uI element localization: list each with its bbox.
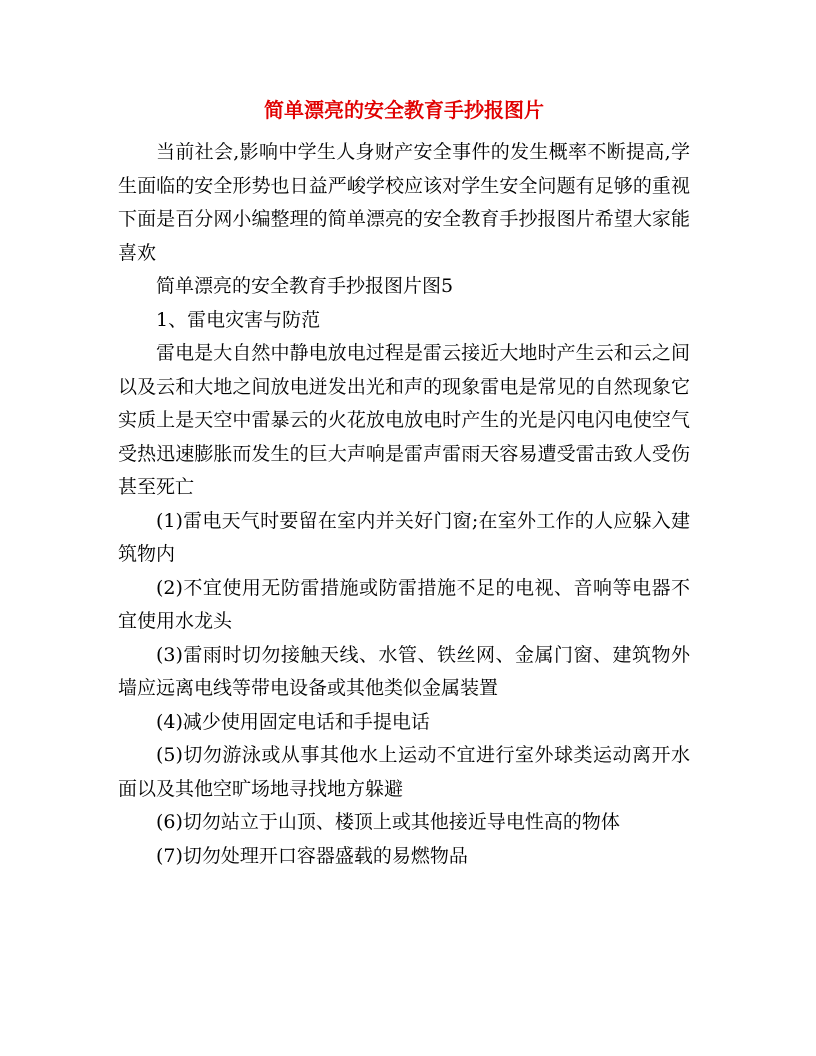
list-item-4: (4)减少使用固定电话和手提电话 bbox=[156, 710, 430, 733]
document-title: 简单漂亮的安全教育手抄报图片 bbox=[264, 98, 544, 122]
paragraph-figure-caption: 简单漂亮的安全教育手抄报图片图5 bbox=[156, 275, 454, 297]
list-item-2: (2)不宜使用无防雷措施或防雷措施不足的电视、音响等电器不宜使用水龙头 bbox=[118, 576, 690, 632]
section-heading-lightning: 1、雷电灾害与防范 bbox=[156, 308, 321, 331]
list-item-6: (6)切勿站立于山顶、楼顶上或其他接近导电性高的物体 bbox=[156, 811, 620, 833]
paragraph-intro: 当前社会,影响中学生人身财产安全事件的发生概率不断提高,学生面临的安全形势也日益严峻学校应该对学生安全问题有足够的重视下面是百分网小编整理的简单漂亮的安全教育手抄报图片希望大家能喜欢 bbox=[118, 141, 690, 264]
list-item-1: (1)雷电天气时要留在室内并关好门窗;在室外工作的人应躲入建筑物内 bbox=[118, 509, 690, 565]
paragraph-lightning-description: 雷电是大自然中静电放电过程是雷云接近大地时产生云和云之间以及云和大地之间放电迸发出光和声的现象雷电是常见的自然现象它实质上是天空中雷暴云的火花放电放电时产生的光是闪电闪电使空气受热迅速膨胀而发生的巨大声响是雷声雷雨天容易遭受雷击致人受伤甚至死亡 bbox=[118, 342, 690, 498]
list-item-7: (7)切勿处理开口容器盛载的易燃物品 bbox=[156, 844, 468, 867]
list-item-3: (3)雷雨时切勿接触天线、水管、铁丝网、金属门窗、建筑物外墙应远离电线等带电设备或其他类似金属装置 bbox=[118, 643, 690, 699]
list-item-5: (5)切勿游泳或从事其他水上运动不宜进行室外球类运动离开水面以及其他空旷场地寻找地方躲避 bbox=[118, 744, 690, 800]
